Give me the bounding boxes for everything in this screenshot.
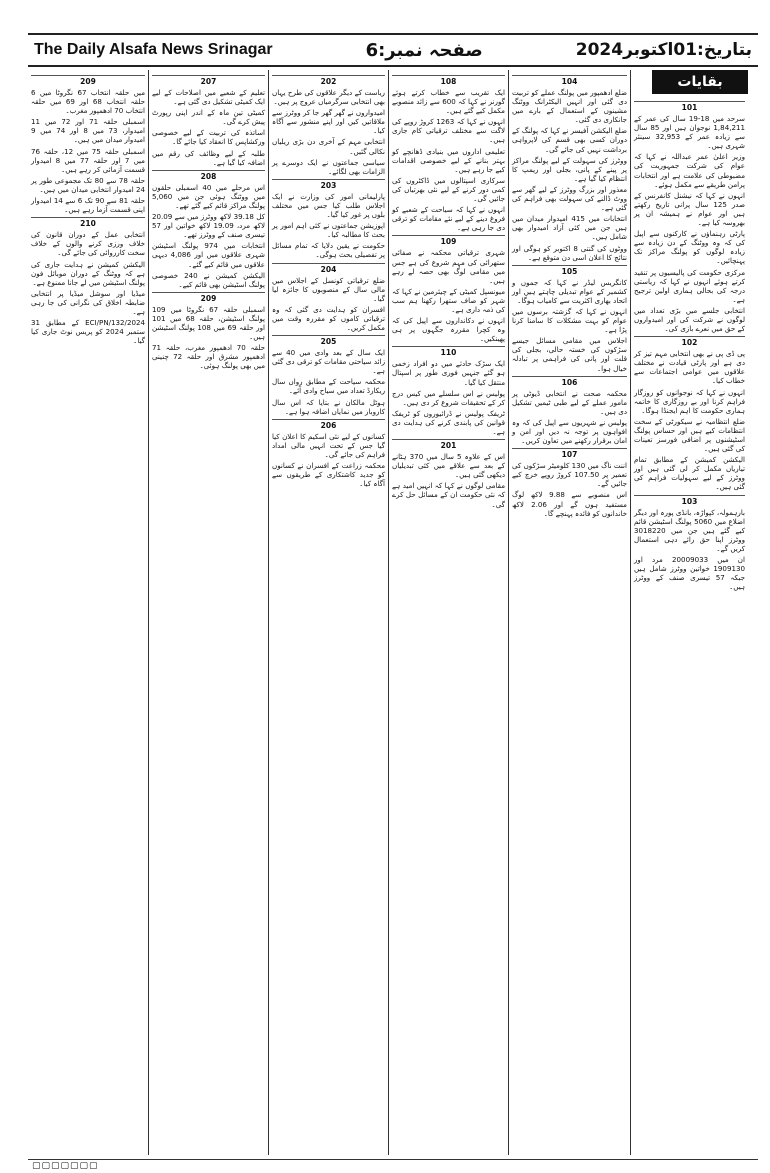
article-paragraph: کمیٹی تین ماہ کے اندر اپنی رپورٹ پیش کرے گی۔: [152, 108, 265, 127]
story-number: 206: [272, 419, 385, 430]
story-number: 207: [152, 75, 265, 86]
article-paragraph: بارہمولہ، کپواڑہ، بانڈی پورہ اور دیگر اضلاع میں 5060 پولنگ اسٹیشن قائم کیے گئے ہیں جن میں 3018220 ووٹرز اپنا حق رائے دہی استعمال کریں گے۔: [634, 507, 745, 553]
story-number: 208: [152, 170, 265, 181]
article-paragraph: مقامی لوگوں نے کہا کہ انہیں امید ہے کہ نئی حکومت ان کے مسائل حل کرے گی۔: [392, 481, 505, 509]
article-paragraph: اپوزیشن جماعتوں نے کئی اہم امور پر بحث کا مطالبہ کیا۔: [272, 221, 385, 240]
article-paragraph: ان میں 20009033 مرد اور 1909130 خواتین ووٹرز شامل ہیں جبکہ 57 تیسری صنف کے ووٹرز ہیں۔: [634, 555, 745, 592]
footer-rule: [28, 1159, 758, 1160]
article-paragraph: اس منصوبے سے 9.88 لاکھ لوگ مستفید ہوں گے اور 2.06 لاکھ خاندانوں کو فائدہ پہنچے گا۔: [512, 490, 627, 518]
article-paragraph: انہوں نے کہا کہ گزشتہ برسوں میں عوام کو بہت مشکلات کا سامنا کرنا پڑا ہے۔: [512, 306, 627, 335]
article-paragraph: اساتذہ کی تربیت کے لیے خصوصی ورکشاپس کا انعقاد کیا جائے گا۔: [152, 128, 265, 147]
article-paragraph: مرکزی حکومت کی پالیسیوں پر تنقید کرتے ہوئے انہوں نے کہا کہ ریاستی درجہ کی بحالی ہماری اولین ترجیح ہے۔: [634, 267, 745, 304]
article-paragraph: انتخابی مہم کے آخری دن بڑی ریلیاں نکالی گئیں۔: [272, 137, 385, 156]
article-paragraph: میونسپل کمیٹی کے چیئرمین نے کہا کہ شہر کو صاف ستھرا رکھنا ہم سب کی ذمہ داری ہے۔: [392, 286, 505, 314]
story-number: 101: [634, 101, 745, 112]
article-paragraph: سرکاری اسپتالوں میں ڈاکٹروں کی کمی دور کرنے کے لیے نئی بھرتیاں کی جائیں گی۔: [392, 175, 505, 204]
page-number: صفحہ نمبر:6: [365, 39, 483, 61]
article-paragraph: کانگریس لیڈر نے کہا کہ جموں و کشمیر کے عوام تبدیلی چاہتے ہیں اور اتحاد بھاری اکثریت سے کامیاب ہوگا۔: [512, 277, 627, 305]
article-paragraph: معذور اور بزرگ ووٹرز کے لیے گھر سے ووٹ ڈالنے کی سہولت بھی فراہم کی گئی ہے۔: [512, 184, 627, 213]
article-paragraph: الیکشن کمیشن نے ہدایت جاری کی ہے کہ ووٹنگ کے دوران موبائل فون پولنگ اسٹیشن میں لے جانا ممنوع ہے۔: [31, 259, 145, 287]
article-paragraph: اننت ناگ میں 130 کلومیٹر سڑکوں کی تعمیر پر 107.50 کروڑ روپے خرچ کیے جائیں گے۔: [512, 461, 627, 489]
footer-marks: ▢▢▢▢▢▢▢: [32, 1161, 99, 1171]
article-paragraph: اجلاس میں مقامی مسائل جیسے سڑکوں کی خستہ حالی، بجلی کی قلت اور پانی کی فراہمی پر تبادلہ خیال ہوا۔: [512, 336, 627, 373]
story-number: 209: [152, 292, 265, 303]
column-6: [28, 70, 148, 1155]
article-paragraph: انتخابات میں 415 امیدوار میدان میں ہیں جن میں کئی آزاد امیدوار بھی شامل ہیں۔: [512, 214, 627, 242]
newspaper-name: The Daily Alsafa News Srinagar: [34, 41, 273, 58]
article-paragraph: حلقہ 78 سے 80 تک مجموعی طور پر 24 امیدوار انتخابی میدان میں ہیں۔: [31, 175, 146, 194]
story-number: 205: [272, 335, 385, 346]
article-paragraph: حکومت نے یقین دلایا کہ تمام مسائل پر تفصیلی بحث ہوگی۔: [272, 241, 385, 260]
column-1: [630, 70, 748, 1155]
story-number: 209: [31, 75, 145, 86]
article-paragraph: اسمبلی حلقہ 67 نگروٹا میں 109 پولنگ اسٹیشن، حلقہ 68 میں 101 اور حلقہ 69 میں 108 پولنگ اسٹیشن ہیں۔: [152, 304, 265, 342]
article-paragraph: حلقہ 70 ادھمپور مغرب، حلقہ 71 ادھمپور مشرق اور حلقہ 72 چنینی میں بھی پولنگ ہوئی۔: [152, 343, 265, 371]
article-paragraph: کل 39.18 لاکھ ووٹرز میں سے 20.09 لاکھ مرد، 19.09 لاکھ خواتین اور 57 تیسری صنف کے ووٹرز تھے۔: [152, 212, 265, 240]
story-number: 103: [634, 495, 745, 506]
column-4: [268, 70, 388, 1155]
article-paragraph: پولیس نے شہریوں سے اپیل کی کہ وہ افواہوں پر توجہ نہ دیں اور امن و امان برقرار رکھنے میں تعاون کریں۔: [512, 417, 627, 446]
story-number: 210: [31, 217, 145, 228]
article-paragraph: محکمہ صحت نے انتخابی ڈیوٹی پر مامور عملے کے لیے طبی ٹیمیں تشکیل دی ہیں۔: [512, 388, 627, 416]
story-number: 104: [512, 75, 627, 86]
story-number: 109: [392, 235, 505, 246]
story-number: 203: [272, 179, 385, 190]
article-paragraph: انہوں نے کہا کہ نوجوانوں کو روزگار فراہم کرنا اور بے روزگاری کا خاتمہ ہماری حکومت کا اہم ایجنڈا ہوگا۔: [634, 387, 745, 415]
article-paragraph: پولیس نے اس سلسلے میں کیس درج کر کے تحقیقات شروع کر دی ہیں۔: [392, 388, 505, 407]
story-number: 106: [512, 376, 627, 387]
story-number: 102: [634, 336, 745, 347]
article-paragraph: پی ڈی پی نے بھی انتخابی مہم تیز کر دی ہے اور پارٹی قیادت نے مختلف علاقوں میں عوامی اجتماعات سے خطاب کیا۔: [634, 349, 745, 386]
column-5: [148, 70, 268, 1155]
section-heading: بقایات: [652, 70, 748, 94]
article-paragraph: اسمبلی حلقہ 75 میں 12، حلقہ 76 میں 7 اور حلقہ 77 میں 8 امیدوار قسمت آزمائی کر رہے ہیں۔: [31, 146, 146, 174]
article-paragraph: انتخابی عمل کے دوران قانون کی خلاف ورزی کرنے والوں کے خلاف سخت کارروائی کی جائے گی۔: [31, 230, 145, 258]
story-number: 110: [392, 346, 505, 357]
article-paragraph: پارلیمانی امور کی وزارت نے ایک اجلاس طلب کیا جس میں مختلف بلوں پر غور کیا گیا۔: [272, 191, 385, 220]
story-number: 202: [272, 75, 385, 86]
article-paragraph: اسمبلی حلقہ 71 اور 72 میں 11 امیدوار، 73 میں 8 اور 74 میں 9 امیدوار میدان میں ہیں۔: [31, 117, 145, 145]
article-paragraph: حلقہ 81 سے 90 تک 6 سے 14 امیدوار اپنی قسمت آزما رہے ہیں۔: [31, 196, 145, 215]
article-paragraph: سیاسی جماعتوں نے ایک دوسرے پر الزامات بھی لگائے۔: [272, 157, 385, 176]
article-paragraph: انہوں نے کہا کہ سیاحت کے شعبے کو فروغ دینے کے لیے نئے مقامات کو ترقی دی جا رہی ہے۔: [392, 205, 505, 233]
article-paragraph: ٹریفک پولیس نے ڈرائیوروں کو ٹریفک قوانین کی پابندی کرنے کی ہدایت دی ہے۔: [392, 408, 505, 436]
masthead: [28, 33, 758, 67]
article-paragraph: میں حلقہ انتخاب 67 نگروٹا میں 6 حلقہ انتخاب 68 اور 69 میں حلقہ انتخاب 70 ادھمپور مغرب۔: [31, 88, 145, 116]
article-paragraph: افسران کو ہدایت دی گئی کہ وہ ترقیاتی کاموں کو مقررہ وقت میں مکمل کریں۔: [272, 304, 385, 332]
article-paragraph: وزیر اعلیٰ عمر عبداللہ نے کہا کہ عوام کی شرکت جمہوریت کی مضبوطی کی علامت ہے اور انتخابات پرامن طریقے سے مکمل ہوئے۔: [634, 152, 745, 189]
article-paragraph: ضلع انتظامیہ نے سیکورٹی کے سخت انتظامات کیے ہیں اور حساس پولنگ اسٹیشنوں پر اضافی فورسز تعینات کی گئی ہیں۔: [634, 416, 745, 454]
issue-date: بتاریخ:01اکتوبر2024: [575, 40, 752, 60]
article-paragraph: ضلع ادھمپور میں پولنگ عملے کو تربیت دی گئی اور انہیں الیکٹرانک ووٹنگ مشینوں کے استعمال کے بارے میں جانکاری دی گئی۔: [512, 88, 627, 125]
article-paragraph: الیکشن کمیشن نے 240 خصوصی پولنگ اسٹیشن بھی قائم کیے۔: [152, 270, 265, 289]
article-paragraph: محکمہ سیاحت کے مطابق رواں سال ریکارڈ تعداد میں سیاح وادی آئے۔: [272, 377, 385, 396]
article-paragraph: طلبہ کے لیے وظائف کی رقم میں اضافہ کیا گیا ہے۔: [152, 148, 265, 167]
article-paragraph: کسانوں کے لیے نئی اسکیم کا اعلان کیا گیا جس کے تحت انہیں مالی امداد فراہم کی جائے گی۔: [272, 431, 385, 459]
article-paragraph: ایک سڑک حادثے میں دو افراد زخمی ہو گئے جنہیں فوری طور پر اسپتال منتقل کیا گیا۔: [392, 359, 505, 387]
article-paragraph: ہوٹل مالکان نے بتایا کہ اس سال کاروبار میں نمایاں اضافہ ہوا ہے۔: [272, 397, 385, 416]
article-paragraph: شہری ترقیاتی محکمہ نے صفائی ستھرائی کی مہم شروع کی ہے جس میں مقامی لوگ بھی حصہ لے رہے ہیں۔: [392, 248, 505, 285]
article-paragraph: ECI/PN/132/2024 کے مطابق 31 ستمبر 2024 کو پریس نوٹ جاری کیا گیا۔: [31, 318, 145, 346]
story-number: 108: [392, 75, 505, 86]
article-paragraph: ایک تقریب سے خطاب کرتے ہوئے گورنر نے کہا کہ 600 سے زائد منصوبے مکمل کیے گئے ہیں۔: [392, 88, 505, 116]
article-paragraph: اس مرحلے میں 40 اسمبلی حلقوں میں ووٹنگ ہوئی جن میں 5,060 پولنگ مراکز قائم کیے گئے تھے۔: [152, 182, 265, 210]
article-paragraph: ووٹوں کی گنتی 8 اکتوبر کو ہوگی اور نتائج کا اعلان اسی دن متوقع ہے۔: [512, 243, 627, 262]
article-paragraph: تعلیمی اداروں میں بنیادی ڈھانچے کو بہتر بنانے کے لیے خصوصی اقدامات کیے جا رہے ہیں۔: [392, 146, 505, 174]
article-paragraph: تعلیم کے شعبے میں اصلاحات کے لیے ایک کمیٹی تشکیل دی گئی ہے۔: [152, 88, 265, 107]
story-number: 105: [512, 265, 627, 276]
story-number: 201: [392, 439, 505, 450]
article-paragraph: ایک سال کے بعد وادی میں 40 سے زائد سیاحتی مقامات کو ترقی دی گئی ہے۔: [272, 348, 386, 376]
column-2: [508, 70, 630, 1155]
article-paragraph: ریاست کے دیگر علاقوں کی طرح یہاں بھی انتخابی سرگرمیاں عروج پر ہیں۔: [272, 88, 385, 107]
article-paragraph: انہوں نے کہا کہ نیشنل کانفرنس کے صدر 125 سال پرانی تاریخ رکھتے ہیں اور عوام نے ہمیشہ ان پر بھروسہ کیا ہے۔: [634, 190, 745, 228]
article-paragraph: میڈیا اور سوشل میڈیا پر انتخابی ضابطہ اخلاق کی نگرانی کی جا رہی ہے۔: [31, 288, 145, 316]
article-columns: [28, 70, 748, 1155]
article-paragraph: انتخابی جلسے میں بڑی تعداد میں لوگوں نے شرکت کی اور امیدواروں کے حق میں نعرے بازی کی۔: [634, 305, 745, 334]
article-paragraph: اس کے علاوہ 5 سال میں 370 ہٹانے کے بعد سے علاقے میں کئی تبدیلیاں دیکھی گئی ہیں۔: [392, 452, 505, 480]
article-paragraph: انتخابات میں 974 پولنگ اسٹیشن شہری علاقوں میں اور 4,086 دیہی علاقوں میں قائم کیے گئے۔: [152, 241, 265, 269]
column-3: [388, 70, 508, 1155]
article-paragraph: پارٹی رہنماؤں نے کارکنوں سے اپیل کی کہ وہ ووٹنگ کے دن زیادہ سے زیادہ لوگوں کو پولنگ مراکز تک پہنچائیں۔: [634, 229, 745, 266]
article-paragraph: ووٹرز کی سہولت کے لیے پولنگ مراکز پر پینے کے پانی، بجلی اور ریمپ کا انتظام کیا گیا ہے۔: [512, 155, 627, 183]
story-number: 107: [512, 448, 627, 459]
story-number: 204: [272, 263, 385, 274]
article-paragraph: محکمہ زراعت کے افسران نے کسانوں کو جدید کاشتکاری کے طریقوں سے آگاہ کیا۔: [272, 461, 385, 489]
article-paragraph: ضلع الیکشن آفیسر نے کہا کہ پولنگ کے دوران کسی بھی قسم کی لاپرواہی برداشت نہیں کی جائے گی۔: [512, 126, 627, 154]
article-paragraph: الیکشن کمیشن کے مطابق تمام تیاریاں مکمل کر لی گئی ہیں اور ووٹرز کے لیے سہولیات فراہم کی گئی ہیں۔: [634, 455, 745, 492]
article-paragraph: ضلع ترقیاتی کونسل کے اجلاس میں مالی سال کے منصوبوں کا جائزہ لیا گیا۔: [272, 275, 385, 303]
article-paragraph: سرحد میں 18-19 سال کی عمر کے 1,84,211 نوجوان ہیں اور 85 سال سے زیادہ عمر کے 32,953 سینئر شہری ہیں۔: [634, 114, 745, 151]
article-paragraph: امیدواروں نے گھر گھر جا کر ووٹرز سے ملاقاتیں کیں اور اپنے منشور سے آگاہ کیا۔: [272, 108, 385, 136]
article-paragraph: انہوں نے دکانداروں سے اپیل کی کہ وہ کچرا مقررہ جگہوں پر ہی پھینکیں۔: [392, 316, 505, 344]
article-paragraph: انہوں نے کہا کہ 1263 کروڑ روپے کی لاگت سے مختلف ترقیاتی کام جاری ہیں۔: [392, 117, 506, 145]
